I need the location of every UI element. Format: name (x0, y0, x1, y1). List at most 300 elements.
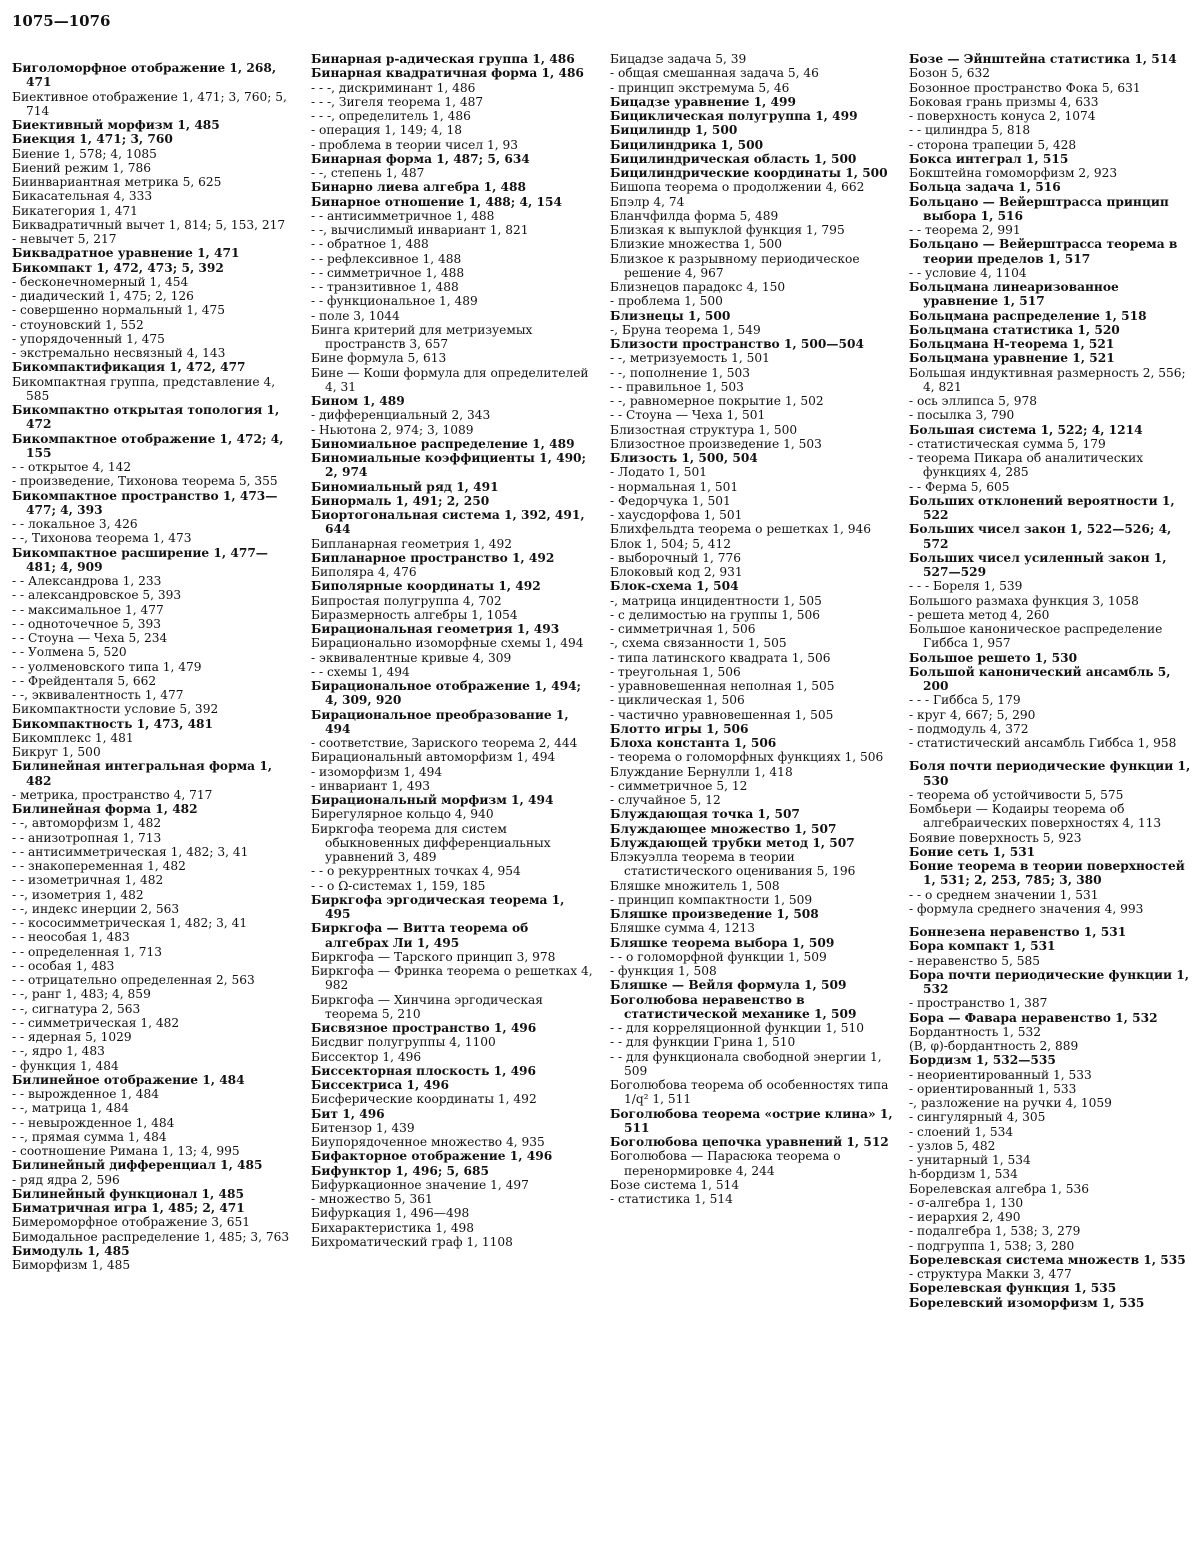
index-entry: - ориентированный 1, 533 (909, 1081, 1077, 1096)
index-entry: - статистика 1, 514 (610, 1192, 733, 1206)
index-entry: - - о рекуррентных точках 4, 954 (311, 864, 521, 879)
index-entry: Бинга критерий для метризуемых пространств 3, 657 (311, 322, 533, 351)
index-entry: - частично уравновешенная 1, 505 (610, 707, 834, 722)
index-entry: - -, индекс инерции 2, 563 (12, 901, 180, 916)
index-entry: - - транзитивное 1, 488 (311, 280, 459, 294)
index-columns (12, 52, 1192, 1558)
index-entry: Бозе система 1, 514 (610, 1177, 740, 1192)
index-entry: - сторона трапеции 5, 428 (909, 137, 1077, 152)
index-entry: Бирегулярное кольцо 4, 940 (311, 807, 494, 822)
index-entry-main: Биркгофа эргодическая теорема 1, 495 (311, 892, 565, 921)
index-entry: - - знакопеременная 1, 482 (12, 859, 186, 873)
index-entry: - общая смешанная задача 5, 46 (610, 66, 819, 81)
index-entry: - - - Бореля 1, 539 (909, 579, 1023, 594)
index-entry-main: Билинейный функционал 1, 485 (12, 1186, 244, 1201)
index-entry-main: Бит 1, 496 (311, 1106, 385, 1121)
index-entry: Биполяра 4, 476 (311, 565, 417, 579)
index-entry: Бомбьери — Кодаиры теорема об алгебраических поверхностях 4, 113 (909, 802, 1162, 831)
index-entry: - ось эллипса 5, 978 (909, 394, 1037, 408)
index-entry: - -, пополнение 1, 503 (610, 365, 750, 380)
index-entry-main: Бора почти периодические функции 1, 532 (909, 967, 1190, 996)
index-entry: - с делимостью на группы 1, 506 (610, 607, 820, 622)
index-entry: h-бордизм 1, 534 (909, 1167, 1018, 1182)
index-entry: Блуждание Бернулли 1, 418 (610, 764, 793, 779)
index-entry-main: Боние сеть 1, 531 (909, 844, 1036, 859)
index-entry: - - открытое 4, 142 (12, 460, 132, 474)
index-entry: - теорема об устойчивости 5, 575 (909, 787, 1124, 802)
index-entry: Бисферические координаты 1, 492 (311, 1092, 537, 1107)
entry-spacer (12, 52, 295, 61)
index-entry-main: Бисвязное пространство 1, 496 (311, 1021, 537, 1035)
index-entry-main: Боние теорема в теории поверхностей 1, 531; 2, 253, 785; 3, 380 (909, 859, 1185, 888)
index-entry: Биразмерность алгебры 1, 1054 (311, 607, 518, 622)
index-entry: Биупорядоченное множество 4, 935 (311, 1135, 545, 1149)
index-entry: Бицадзе задача 5, 39 (610, 52, 747, 66)
index-entry-main: Близость 1, 500, 504 (610, 451, 758, 465)
index-entry: - решета метод 4, 260 (909, 607, 1050, 622)
index-entry-main: Бозе — Эйнштейна статистика 1, 514 (909, 52, 1177, 66)
index-entry: Биинвариантная метрика 5, 625 (12, 175, 222, 189)
index-entry: Блэкуэлла теорема в теории статистического оценивания 5, 196 (610, 850, 856, 879)
index-entry: Бокштейна гомоморфизм 2, 923 (909, 166, 1118, 180)
index-entry-main: Больцмана статистика 1, 520 (909, 322, 1120, 337)
index-entry: - унитарный 1, 534 (909, 1153, 1031, 1167)
index-entry: - -, Тихонова теорема 1, 473 (12, 531, 192, 546)
index-entry-main: Боголюбова теорема «острие клина» 1, 511 (610, 1106, 893, 1135)
index-entry: - -, эквивалентность 1, 477 (12, 688, 184, 702)
index-entry: - - -, дискриминант 1, 486 (311, 80, 476, 95)
index-entry-main: Блуждающее множество 1, 507 (610, 821, 837, 836)
index-entry: -, разложение на ручки 4, 1059 (909, 1096, 1112, 1110)
index-entry: Битензор 1, 439 (311, 1120, 415, 1135)
index-entry: -, схема связанности 1, 505 (610, 636, 787, 651)
index-entry-main: Бокса интеграл 1, 515 (909, 151, 1069, 166)
index-entry: Биморфизм 1, 485 (12, 1258, 131, 1272)
index-entry: - -, метризуемость 1, 501 (610, 351, 770, 366)
index-entry: Биений режим 1, 786 (12, 160, 152, 175)
index-entry: - ряд ядра 2, 596 (12, 1172, 120, 1187)
index-entry: Биективное отображение 1, 471; 3, 760; 5, 714 (12, 89, 287, 118)
index-entry-main: Бинормаль 1, 491; 2, 250 (311, 493, 490, 508)
index-entry: - иерархия 2, 490 (909, 1210, 1021, 1224)
index-entry: Бисдвиг полугруппы 4, 1100 (311, 1035, 496, 1050)
index-entry: - Ньютона 2, 974; 3, 1089 (311, 422, 474, 437)
index-entry-main: Больцмана линеаризованное уравнение 1, 517 (909, 280, 1119, 309)
index-entry-main: Биссектриса 1, 496 (311, 1078, 449, 1092)
index-entry: Биквадратичный вычет 1, 814; 5, 153, 217 (12, 217, 286, 232)
index-entry-main: Больших отклонений вероятности 1, 522 (909, 493, 1175, 522)
index-entry-main: Борелевская функция 1, 535 (909, 1281, 1117, 1296)
index-entry: - - Стоуна — Чеха 1, 501 (610, 408, 766, 423)
index-entry: Близостное произведение 1, 503 (610, 436, 822, 451)
index-entry: Бикомпактная группа, представление 4, 585 (12, 374, 276, 403)
index-entry: Бозон 5, 632 (909, 66, 991, 81)
index-entry: -, матрица инцидентности 1, 505 (610, 593, 822, 608)
index-entry: - -, ранг 1, 483; 4, 859 (12, 987, 151, 1002)
index-entry: Бозонное пространство Фока 5, 631 (909, 80, 1141, 95)
index-entry: - - для функции Грина 1, 510 (610, 1035, 796, 1050)
index-entry-main: Билинейная форма 1, 482 (12, 802, 198, 816)
index-entry-main: Бицилиндрические координаты 1, 500 (610, 166, 888, 180)
index-entry-main: Бикомпактное расширение 1, 477—481; 4, 909 (12, 545, 268, 574)
index-entry: - - условие 4, 1104 (909, 265, 1027, 280)
index-entry: - нормальная 1, 501 (610, 479, 739, 494)
index-entry: - поверхность конуса 2, 1074 (909, 109, 1096, 123)
index-entry: Близкое к разрывному периодическое решение 4, 967 (610, 251, 860, 280)
index-entry: Близкие множества 1, 500 (610, 237, 782, 252)
index-entry-main: Биективный морфизм 1, 485 (12, 118, 220, 132)
index-entry: - -, автоморфизм 1, 482 (12, 816, 162, 831)
index-entry: - статистическая сумма 5, 179 (909, 436, 1106, 451)
index-entry: Близостная структура 1, 500 (610, 422, 798, 437)
index-entry-main: Бикомпактификация 1, 472, 477 (12, 360, 246, 375)
index-entry: Близнецов парадокс 4, 150 (610, 280, 786, 294)
index-entry: - метрика, пространство 4, 717 (12, 787, 213, 802)
index-entry-main: Бинарная квадратичная форма 1, 486 (311, 66, 584, 81)
index-entry: Бимодальное распределение 1, 485; 3, 763 (12, 1229, 290, 1244)
index-entry-main: Биномиальные коэффициенты 1, 490; 2, 974 (311, 451, 587, 480)
index-entry: - - Фрейденталя 5, 662 (12, 673, 157, 688)
entry-spacer (909, 750, 1192, 759)
index-entry: - сингулярный 4, 305 (909, 1110, 1046, 1125)
index-entry-main: Бинарно лиева алгебра 1, 488 (311, 180, 526, 195)
index-entry-main: Большой канонический ансамбль 5, 200 (909, 664, 1171, 693)
index-entry: - хаусдорфова 1, 501 (610, 508, 743, 522)
index-entry: - уравновешенная неполная 1, 505 (610, 679, 835, 693)
index-entry: - - антисимметрическая 1, 482; 3, 41 (12, 844, 249, 859)
index-entry: - треугольная 1, 506 (610, 664, 741, 679)
index-entry: - - Ферма 5, 605 (909, 479, 1010, 494)
index-entry: Большое каноническое распределение Гиббса 1, 957 (909, 622, 1163, 651)
index-entry-main: Больца задача 1, 516 (909, 180, 1061, 195)
index-entry: - принцип компактности 1, 509 (610, 892, 813, 907)
index-entry: Близкая к выпуклой функция 1, 795 (610, 223, 845, 237)
index-entry-main: Биматричная игра 1, 485; 2, 471 (12, 1201, 245, 1215)
index-entry-main: Биркгофа — Витта теорема об алгебрах Ли 1, 495 (311, 921, 529, 950)
index-entry: - проблема 1, 500 (610, 294, 723, 309)
index-entry-main: Бином 1, 489 (311, 394, 405, 408)
index-entry-main: Большое решето 1, 530 (909, 650, 1078, 665)
index-entry: (B, φ)-бордантность 2, 889 (909, 1039, 1079, 1053)
index-entry: - диадический 1, 475; 2, 126 (12, 289, 194, 303)
index-entry-main: Больцмана уравнение 1, 521 (909, 351, 1115, 366)
index-entry: - теорема о голоморфных функциях 1, 506 (610, 750, 884, 765)
index-entry: - Федорчука 1, 501 (610, 493, 731, 508)
index-entry: Бляшке множитель 1, 508 (610, 878, 780, 893)
index-entry-main: Бифакторное отображение 1, 496 (311, 1149, 553, 1164)
index-entry: - -, изометрия 1, 482 (12, 887, 144, 902)
index-entry: - - теорема 2, 991 (909, 223, 1021, 237)
index-entry-main: Билинейная интегральная форма 1, 482 (12, 759, 273, 788)
index-entry-main: Бицилиндрика 1, 500 (610, 137, 764, 152)
index-entry: Бирациональный автоморфизм 1, 494 (311, 750, 556, 765)
index-entry: Биркгофа — Хинчина эргодическая теорема 5, 210 (311, 992, 543, 1021)
index-entry: - случайное 5, 12 (610, 793, 721, 807)
index-entry-main: Бора — Фавара неравенство 1, 532 (909, 1010, 1158, 1025)
index-entry-main: Бикомпактное пространство 1, 473—477; 4, 393 (12, 488, 278, 517)
index-entry: - - для функционала свободной энергии 1, 509 (610, 1049, 882, 1078)
index-entry-main: Бимодуль 1, 485 (12, 1243, 130, 1258)
index-entry: Биссектор 1, 496 (311, 1049, 422, 1064)
index-entry: - - особая 1, 483 (12, 958, 115, 973)
index-entry: - дифференциальный 2, 343 (311, 408, 491, 423)
index-entry: Бикомплекс 1, 481 (12, 730, 134, 745)
index-entry: - принцип экстремума 5, 46 (610, 80, 790, 95)
index-entry: Борелевская алгебра 1, 536 (909, 1181, 1090, 1196)
index-entry: - подгруппа 1, 538; 3, 280 (909, 1238, 1075, 1253)
index-entry: - - симметричное 1, 488 (311, 265, 465, 280)
index-entry-main: Боголюбова цепочка уравнений 1, 512 (610, 1135, 889, 1149)
index-entry: - -, вычислимый инвариант 1, 821 (311, 223, 529, 237)
index-entry: - бесконечномерный 1, 454 (12, 274, 189, 289)
index-entry: - - обратное 1, 488 (311, 237, 429, 252)
index-entry-main: Бикомпактное отображение 1, 472; 4, 155 (12, 431, 284, 460)
index-entry-main: Блотто игры 1, 506 (610, 721, 749, 736)
index-entry: - симметричное 5, 12 (610, 778, 748, 793)
index-entry-main: Больших чисел усиленный закон 1, 527—529 (909, 550, 1167, 579)
index-entry: - - Уолмена 5, 520 (12, 645, 127, 660)
index-entry-main: Боля почти периодические функции 1, 530 (909, 759, 1191, 788)
index-entry: Бирационально изоморфные схемы 1, 494 (311, 636, 584, 651)
index-entry-main: Биортогональная система 1, 392, 491, 644 (311, 508, 585, 537)
index-entry: Бикруг 1, 500 (12, 745, 101, 759)
index-entry: Биркгофа теорема для систем обыкновенных дифференциальных уравнений 3, 489 (311, 821, 551, 864)
index-entry: - слоений 1, 534 (909, 1124, 1014, 1139)
page-range-header: 1075—1076 (12, 12, 111, 30)
index-entry: - - симметрическая 1, 482 (12, 1015, 180, 1030)
index-entry: Бланчфилда форма 5, 489 (610, 208, 779, 223)
index-entry: Большого размаха функция 3, 1058 (909, 593, 1139, 608)
index-entry-main: Больцано — Вейерштрасса теорема в теории пределов 1, 517 (909, 237, 1178, 266)
index-entry: - подмодуль 4, 372 (909, 721, 1029, 736)
index-entry: Блихфельдта теорема о решетках 1, 946 (610, 522, 872, 537)
index-entry: Блоковый код 2, 931 (610, 565, 743, 579)
index-entry: - - кососимметрическая 1, 482; 3, 41 (12, 916, 248, 930)
index-entry-main: Близости пространство 1, 500—504 (610, 337, 864, 351)
index-entry: Блок 1, 504; 5, 412 (610, 536, 732, 551)
index-entry: Бихроматический граф 1, 1108 (311, 1234, 513, 1249)
index-entry-main: Больших чисел закон 1, 522—526; 4, 572 (909, 522, 1172, 551)
index-entry-main: Бляшке произведение 1, 508 (610, 907, 819, 921)
index-entry-main: Бирациональное отображение 1, 494; 4, 309, 920 (311, 679, 582, 708)
index-entry: Бимероморфное отображение 3, 651 (12, 1215, 250, 1230)
index-entry: - - Александрова 1, 233 (12, 574, 162, 588)
index-entry: Биркгофа — Тарского принцип 3, 978 (311, 949, 556, 964)
index-entry: - - о Ω-системах 1, 159, 185 (311, 878, 486, 893)
index-entry: Боковая грань призмы 4, 633 (909, 94, 1099, 109)
index-entry: - выборочный 1, 776 (610, 550, 742, 565)
index-entry: - экстремально несвязный 4, 143 (12, 346, 226, 360)
index-entry-main: Больцмана H-теорема 1, 521 (909, 337, 1115, 351)
index-entry: - неравенство 5, 585 (909, 953, 1040, 968)
index-entry: - формула среднего значения 4, 993 (909, 901, 1144, 916)
index-entry: Боявие поверхность 5, 923 (909, 830, 1082, 845)
index-entry-main: Биполярные координаты 1, 492 (311, 579, 541, 594)
index-entry-main: Бора компакт 1, 531 (909, 939, 1056, 954)
index-entry: - - - Гиббса 5, 179 (909, 693, 1021, 708)
index-entry: - - локальное 3, 426 (12, 517, 138, 531)
index-entry: Биение 1, 578; 4, 1085 (12, 146, 157, 161)
index-entry: - - александровское 5, 393 (12, 588, 182, 603)
index-entry: - - максимальное 1, 477 (12, 602, 164, 617)
index-entry-main: Блок-схема 1, 504 (610, 579, 739, 594)
index-entry-main: Борелевский изоморфизм 1, 535 (909, 1295, 1145, 1310)
index-entry: Бикатегория 1, 471 (12, 203, 138, 218)
index-entry: - -, ядро 1, 483 (12, 1044, 105, 1059)
index-entry: Бпэлр 4, 74 (610, 194, 685, 209)
index-entry: Бине формула 5, 613 (311, 351, 447, 366)
index-entry-main: Бляшке — Вейля формула 1, 509 (610, 978, 847, 993)
index-entry-main: Больцмана распределение 1, 518 (909, 308, 1147, 323)
index-entry: - невычет 5, 217 (12, 232, 117, 246)
index-entry: - - анизотропная 1, 713 (12, 830, 162, 845)
index-entry: - циклическая 1, 506 (610, 693, 745, 708)
index-entry: - - Стоуна — Чеха 5, 234 (12, 631, 168, 645)
index-entry-main: Блуждающей трубки метод 1, 507 (610, 835, 855, 850)
index-entry-main: Бицилиндрическая область 1, 500 (610, 151, 857, 166)
index-entry: - произведение, Тихонова теорема 5, 355 (12, 474, 278, 489)
index-entry-main: Боннезена неравенство 1, 531 (909, 925, 1127, 939)
index-entry: - -, равномерное покрытие 1, 502 (610, 394, 824, 408)
index-entry: - функция 1, 484 (12, 1058, 119, 1073)
index-entry: Боголюбова теорема об особенностях типа 1/q² 1, 511 (610, 1078, 889, 1107)
index-entry: Бифуркация 1, 496—498 (311, 1206, 470, 1221)
index-entry: - - вырожденное 1, 484 (12, 1087, 160, 1101)
index-entry: - множество 5, 361 (311, 1192, 433, 1206)
index-entry-main: Биссекторная плоскость 1, 496 (311, 1063, 537, 1078)
index-entry-main: Билинейное отображение 1, 484 (12, 1072, 245, 1087)
index-entry-main: Большая система 1, 522; 4, 1214 (909, 422, 1143, 437)
index-entry: Бифуркационное значение 1, 497 (311, 1177, 529, 1192)
index-entry: - соотношение Римана 1, 13; 4, 995 (12, 1144, 240, 1158)
index-entry: - - правильное 1, 503 (610, 379, 744, 394)
index-entry: - Лодато 1, 501 (610, 465, 707, 480)
index-entry: Боголюбова — Парасюка теорема о перенормировке 4, 244 (610, 1149, 841, 1178)
index-entry: - эквивалентные кривые 4, 309 (311, 650, 512, 665)
index-entry: - типа латинского квадрата 1, 506 (610, 650, 831, 665)
index-entry: Бикасательная 4, 333 (12, 189, 153, 204)
index-entry: - - функциональное 1, 489 (311, 294, 478, 309)
index-entry-main: Бипланарное пространство 1, 492 (311, 550, 555, 565)
index-entry: - - для корреляционной функции 1, 510 (610, 1021, 865, 1035)
index-entry-main: Биквадратное уравнение 1, 471 (12, 246, 240, 261)
index-entry: - - изометричная 1, 482 (12, 873, 164, 888)
index-entry-main: Бицадзе уравнение 1, 499 (610, 94, 796, 109)
index-entry-main: Бинарная p-адическая группа 1, 486 (311, 52, 575, 66)
index-entry: - пространство 1, 387 (909, 996, 1048, 1011)
index-entry: - стоуновский 1, 552 (12, 317, 144, 332)
index-entry: Бляшке сумма 4, 1213 (610, 921, 756, 936)
index-entry: Бипростая полугруппа 4, 702 (311, 593, 502, 608)
index-entry: - поле 3, 1044 (311, 308, 400, 323)
index-entry: - - антисимметричное 1, 488 (311, 208, 495, 223)
index-entry: Бипланарная геометрия 1, 492 (311, 536, 512, 551)
index-entry: Бикомпактности условие 5, 392 (12, 702, 219, 717)
index-entry-main: Бордизм 1, 532—535 (909, 1053, 1056, 1068)
index-entry-main: Бирациональная геометрия 1, 493 (311, 622, 560, 636)
index-entry: - структура Макки 3, 477 (909, 1267, 1072, 1281)
index-entry: - неориентированный 1, 533 (909, 1067, 1092, 1082)
index-entry: Бордантность 1, 532 (909, 1024, 1042, 1039)
index-entry: - -, сигнатура 2, 563 (12, 1001, 141, 1016)
index-column-2 (311, 52, 594, 1558)
index-entry: - - -, Зигеля теорема 1, 487 (311, 94, 484, 109)
index-entry-main: Биекция 1, 471; 3, 760 (12, 132, 173, 147)
index-entry: - -, прямая сумма 1, 484 (12, 1129, 167, 1144)
index-entry-main: Близнецы 1, 500 (610, 308, 731, 323)
index-entry-main: Биголоморфное отображение 1, 268, 471 (12, 61, 277, 90)
index-entry: - функция 1, 508 (610, 964, 717, 978)
index-entry: - узлов 5, 482 (909, 1138, 996, 1153)
index-entry: - симметричная 1, 506 (610, 622, 756, 636)
index-entry: Биркгофа — Фринка теорема о решетках 4, 982 (311, 964, 593, 993)
index-entry-main: Бифунктор 1, 496; 5, 685 (311, 1163, 489, 1178)
index-entry: - изоморфизм 1, 494 (311, 764, 443, 779)
index-entry: - - невырожденное 1, 484 (12, 1115, 175, 1130)
index-entry: - - -, определитель 1, 486 (311, 109, 471, 123)
index-entry: - подалгебра 1, 538; 3, 279 (909, 1224, 1081, 1239)
index-column-4 (909, 52, 1192, 1558)
index-entry: - соответствие, Зариского теорема 2, 444 (311, 736, 578, 750)
index-entry: - инвариант 1, 493 (311, 778, 431, 793)
index-entry: Бихарактеристика 1, 498 (311, 1220, 474, 1235)
index-entry: - - уолменовского типа 1, 479 (12, 659, 202, 674)
index-entry: - статистический ансамбль Гиббса 1, 958 (909, 736, 1177, 750)
index-entry: - - ядерная 5, 1029 (12, 1030, 132, 1044)
index-entry-main: Блуждающая точка 1, 507 (610, 807, 800, 822)
index-entry-main: Больцано — Вейерштрасса принцип выбора 1, 516 (909, 194, 1169, 223)
index-entry-main: Бинарная форма 1, 487; 5, 634 (311, 151, 530, 166)
index-entry-main: Биномиальный ряд 1, 491 (311, 479, 499, 494)
index-entry-main: Бинарное отношение 1, 488; 4, 154 (311, 194, 562, 209)
index-entry-main: Бикомпакт 1, 472, 473; 5, 392 (12, 260, 224, 275)
index-entry-main: Бирациональный морфизм 1, 494 (311, 793, 554, 807)
index-entry-main: Бицилиндр 1, 500 (610, 123, 738, 138)
index-entry-main: Борелевская система множеств 1, 535 (909, 1252, 1186, 1267)
index-entry: - упорядоченный 1, 475 (12, 331, 165, 346)
index-entry: -, Бруна теорема 1, 549 (610, 322, 761, 337)
index-entry: - -, матрица 1, 484 (12, 1101, 130, 1116)
index-entry-main: Боголюбова неравенство в статистической механике 1, 509 (610, 992, 857, 1021)
entry-spacer (909, 916, 1192, 925)
index-entry: - операция 1, 149; 4, 18 (311, 123, 463, 138)
index-entry: - - цилиндра 5, 818 (909, 123, 1031, 138)
index-entry: - - схемы 1, 494 (311, 664, 410, 679)
index-entry: - - о среднем значении 1, 531 (909, 887, 1099, 902)
index-entry: - - неособая 1, 483 (12, 930, 130, 945)
index-entry: - -, степень 1, 487 (311, 166, 425, 180)
index-entry: - круг 4, 667; 5, 290 (909, 707, 1036, 722)
index-entry: - - отрицательно определенная 2, 563 (12, 973, 255, 987)
index-entry: - теорема Пикара об аналитических функциях 4, 285 (909, 451, 1144, 480)
index-entry: - - о голоморфной функции 1, 509 (610, 949, 827, 964)
index-entry: - - определенная 1, 713 (12, 944, 162, 959)
index-entry: - проблема в теории чисел 1, 93 (311, 137, 518, 152)
index-entry: - - одноточечное 5, 393 (12, 616, 162, 631)
index-entry-main: Бляшке теорема выбора 1, 509 (610, 935, 835, 950)
index-entry-main: Биномиальное распределение 1, 489 (311, 436, 575, 451)
index-column-1 (12, 52, 295, 1558)
index-entry: Бишопа теорема о продолжении 4, 662 (610, 180, 865, 195)
index-entry: - - рефлексивное 1, 488 (311, 251, 462, 266)
index-column-3 (610, 52, 893, 1558)
index-entry-main: Бирациональное преобразование 1, 494 (311, 707, 569, 736)
index-entry: - посылка 3, 790 (909, 408, 1015, 423)
index-entry: - σ-алгебра 1, 130 (909, 1195, 1024, 1210)
index-entry: Большая индуктивная размерность 2, 556; 4, 821 (909, 365, 1186, 394)
index-entry-main: Бициклическая полугруппа 1, 499 (610, 109, 858, 123)
index-entry-main: Бикомпактность 1, 473, 481 (12, 716, 214, 731)
